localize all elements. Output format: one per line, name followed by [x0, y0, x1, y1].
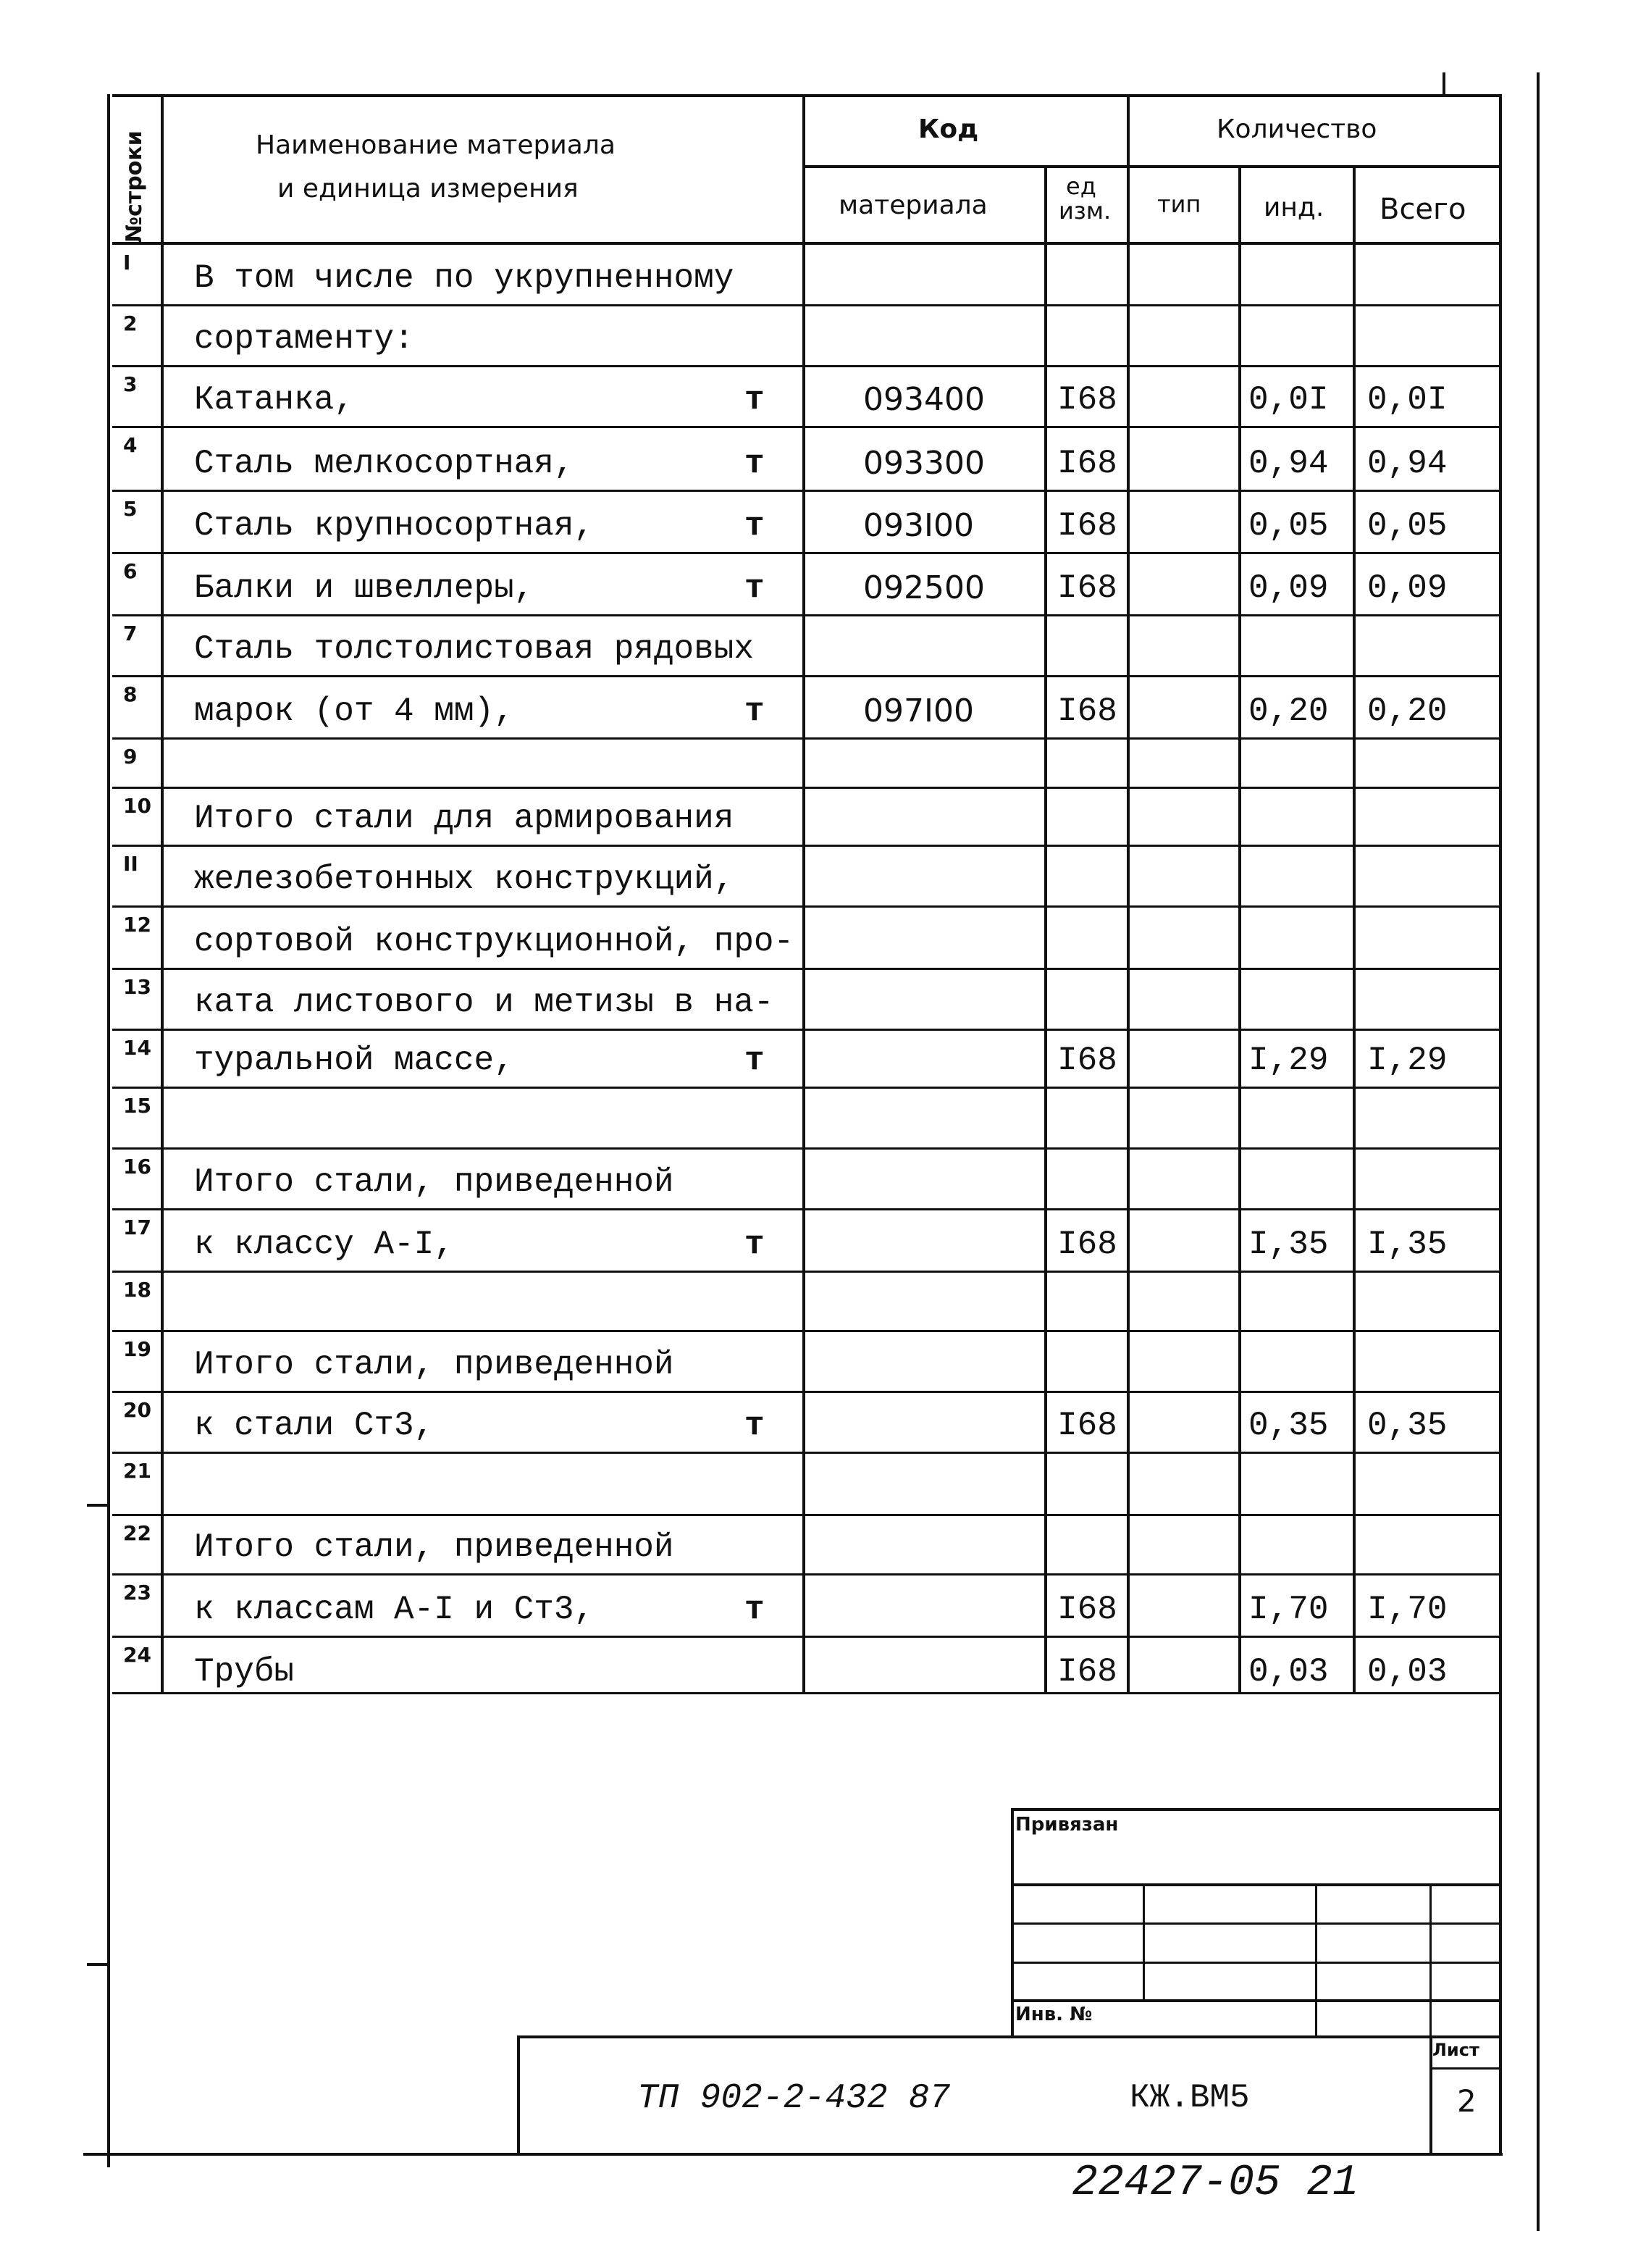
- sheet-cell-divider: [1429, 2067, 1500, 2070]
- row-separator: [112, 1514, 1500, 1516]
- col-line-type: [1238, 165, 1241, 1692]
- inventory-number-label: Инв. №: [1015, 2004, 1093, 2025]
- document-mark: КЖ.ВМ5: [1130, 2079, 1250, 2117]
- material-code: 097I00: [863, 692, 974, 729]
- qty-total: 0,20: [1367, 692, 1448, 730]
- material-name: Сталь мелкосортная,: [194, 445, 574, 482]
- material-unit: т: [744, 1407, 765, 1444]
- row-separator: [112, 905, 1500, 908]
- row-separator: [112, 1573, 1500, 1576]
- row-number: 18: [123, 1278, 151, 1302]
- col-line-code: [1044, 165, 1047, 1692]
- qty-individual: 0,35: [1248, 1407, 1329, 1444]
- stamp-line-1: [1011, 1883, 1500, 1886]
- unit-code: I68: [1057, 1653, 1117, 1691]
- material-unit: т: [744, 381, 765, 419]
- row-number: 12: [123, 913, 151, 937]
- material-code: 093I00: [863, 507, 974, 544]
- material-unit: т: [744, 445, 765, 482]
- material-name: сортовой конструкционной, про-: [194, 923, 794, 961]
- qty-individual: 0,05: [1248, 507, 1329, 545]
- unit-code: I68: [1057, 692, 1117, 730]
- material-name: Сталь толстолистовая рядовых: [194, 630, 754, 668]
- row-separator: [112, 1391, 1500, 1393]
- qty-total: I,70: [1367, 1591, 1448, 1628]
- code-unit-header-1: ед: [1066, 172, 1096, 200]
- unit-code: I68: [1057, 1226, 1117, 1263]
- row-separator: [112, 490, 1500, 492]
- row-separator: [112, 845, 1500, 847]
- bound-label: Привязан: [1015, 1814, 1119, 1836]
- title-block-bottom: [83, 2153, 1503, 2156]
- material-name: марок (от 4 мм),: [194, 692, 514, 730]
- code-material-header: материала: [839, 191, 988, 220]
- row-number: 13: [123, 975, 151, 999]
- qty-total: 0,03: [1367, 1653, 1448, 1691]
- code-unit-header-2: изм.: [1059, 197, 1112, 225]
- material-name: ката листового и метизы в на-: [194, 984, 774, 1021]
- stamp-vline-1: [1143, 1883, 1145, 1999]
- qty-ind-header: инд.: [1264, 193, 1324, 222]
- material-unit: т: [744, 1226, 765, 1263]
- code-qty-subheader-line: [802, 165, 1500, 168]
- qty-individual: 0,03: [1248, 1653, 1329, 1691]
- unit-code: I68: [1057, 1591, 1117, 1628]
- margin-tick: [87, 1504, 110, 1507]
- row-separator: [112, 1271, 1500, 1273]
- sheet-number: 2: [1457, 2083, 1477, 2119]
- unit-code: I68: [1057, 445, 1117, 482]
- title-block-left: [517, 2035, 520, 2156]
- qty-individual: 0,0I: [1248, 381, 1329, 419]
- row-number: 17: [123, 1215, 151, 1239]
- stamp-vline-2: [1315, 1883, 1317, 2038]
- row-number: 4: [123, 433, 138, 457]
- qty-total: 0,09: [1367, 569, 1448, 607]
- col-line-number: [161, 94, 164, 1692]
- material-name: Трубы: [194, 1653, 295, 1691]
- left-border: [107, 94, 110, 2167]
- qty-individual: 0,94: [1248, 445, 1329, 482]
- row-separator: [112, 1147, 1500, 1150]
- material-name: туральной массе,: [194, 1042, 514, 1079]
- row-separator: [112, 614, 1500, 616]
- qty-total: I,35: [1367, 1226, 1448, 1263]
- row-number: 9: [123, 745, 138, 769]
- table-top-border: [112, 94, 1500, 97]
- row-separator: [112, 1029, 1500, 1031]
- sheet-label: Лист: [1432, 2040, 1479, 2060]
- row-separator: [112, 737, 1500, 740]
- row-number: 6: [123, 559, 138, 583]
- qty-individual: I,29: [1248, 1042, 1329, 1079]
- material-name: железобетонных конструкций,: [194, 861, 734, 898]
- row-separator: [112, 1452, 1500, 1454]
- material-name: Катанка,: [194, 381, 354, 419]
- row-number: 8: [123, 682, 138, 706]
- row-number: 2: [123, 311, 138, 335]
- row-number: 15: [123, 1094, 151, 1118]
- material-code: 093400: [863, 381, 985, 418]
- stamp-line-inv: [1011, 1999, 1500, 2002]
- material-unit: т: [744, 507, 765, 545]
- material-unit: т: [744, 569, 765, 607]
- row-number: 23: [123, 1581, 151, 1604]
- material-name: В том числе по укрупненному: [194, 259, 734, 297]
- row-separator: [112, 968, 1500, 970]
- row-number-header: №строки: [122, 130, 147, 243]
- material-name: сортаменту:: [194, 320, 414, 358]
- row-separator: [112, 365, 1500, 367]
- row-separator: [112, 675, 1500, 677]
- row-number: 19: [123, 1337, 151, 1361]
- row-separator: [112, 1636, 1500, 1638]
- material-name: к классам А-I и Ст3,: [194, 1591, 595, 1628]
- row-number: 3: [123, 372, 138, 396]
- margin-tick: [87, 1963, 110, 1966]
- unit-code: I68: [1057, 507, 1117, 545]
- stamp-vline-3: [1429, 1883, 1432, 2038]
- unit-code: I68: [1057, 381, 1117, 419]
- material-unit: т: [744, 1042, 765, 1079]
- material-name: Итого стали для армирования: [194, 800, 734, 837]
- qty-total-header: Всего: [1380, 193, 1466, 226]
- material-name: Итого стали, приведенной: [194, 1163, 674, 1201]
- unit-code: I68: [1057, 569, 1117, 607]
- qty-individual: I,70: [1248, 1591, 1329, 1628]
- unit-code: I68: [1057, 1407, 1117, 1444]
- stamp-line-bound: [1011, 1808, 1500, 1811]
- right-binding-line: [1537, 72, 1540, 2231]
- qty-total: I,29: [1367, 1042, 1448, 1079]
- qty-total: 0,94: [1367, 445, 1448, 482]
- material-unit-header: и единица измерения: [277, 174, 579, 204]
- col-line-name: [802, 94, 805, 1692]
- qty-individual: 0,20: [1248, 692, 1329, 730]
- row-number: 14: [123, 1036, 151, 1060]
- col-line-ind: [1353, 165, 1356, 1692]
- material-unit: т: [744, 1591, 765, 1628]
- document-code: ТП 902-2-432 87: [637, 2079, 951, 2118]
- handwritten-footer-number: 22427-05 21: [1072, 2159, 1359, 2208]
- row-separator: [112, 1087, 1500, 1089]
- row-separator: [112, 1330, 1500, 1332]
- material-name: Балки и швеллеры,: [194, 569, 534, 607]
- title-block-top: [517, 2035, 1502, 2038]
- row-number: 24: [123, 1643, 151, 1667]
- row-separator: [112, 304, 1500, 306]
- row-number: 20: [123, 1398, 151, 1422]
- stamp-line-3: [1011, 1962, 1500, 1964]
- row-separator: [112, 426, 1500, 428]
- table-bottom-line: [112, 1692, 1500, 1694]
- material-name-header: Наименование материала: [256, 130, 616, 160]
- material-name: Итого стали, приведенной: [194, 1346, 674, 1384]
- code-header: Код: [918, 114, 979, 144]
- qty-total: 0,35: [1367, 1407, 1448, 1444]
- row-number: II: [123, 852, 138, 876]
- header-bottom-line: [112, 242, 1500, 245]
- row-number: 21: [123, 1459, 151, 1483]
- row-number: 16: [123, 1155, 151, 1179]
- row-separator: [112, 1208, 1500, 1210]
- stamp-line-2: [1011, 1922, 1500, 1925]
- top-tick: [1443, 72, 1445, 94]
- row-number: 10: [123, 794, 151, 818]
- qty-total: 0,0I: [1367, 381, 1448, 419]
- material-code: 093300: [863, 445, 985, 482]
- material-name: Итого стали, приведенной: [194, 1528, 674, 1566]
- qty-type-header: тип: [1157, 191, 1201, 218]
- material-name: к стали Ст3,: [194, 1407, 434, 1444]
- qty-individual: I,35: [1248, 1226, 1329, 1263]
- material-code: 092500: [863, 569, 985, 606]
- row-separator: [112, 787, 1500, 789]
- material-name: к классу А-I,: [194, 1226, 454, 1263]
- quantity-header: Количество: [1217, 114, 1377, 144]
- col-line-measure: [1127, 94, 1130, 1692]
- row-number: 22: [123, 1521, 151, 1545]
- material-unit: т: [744, 692, 765, 730]
- row-number: 7: [123, 622, 138, 645]
- col-line-total: [1499, 94, 1502, 1692]
- row-number: I: [123, 251, 131, 275]
- unit-code: I68: [1057, 1042, 1117, 1079]
- row-number: 5: [123, 497, 138, 521]
- stamp-left-line: [1011, 1808, 1014, 2035]
- row-separator: [112, 552, 1500, 554]
- material-name: Сталь крупносортная,: [194, 507, 595, 545]
- qty-total: 0,05: [1367, 507, 1448, 545]
- qty-individual: 0,09: [1248, 569, 1329, 607]
